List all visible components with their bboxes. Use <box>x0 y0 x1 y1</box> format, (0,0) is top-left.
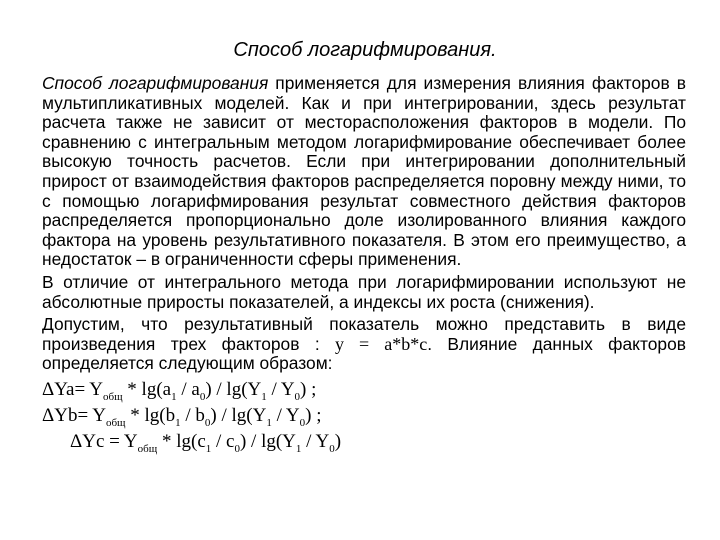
paragraph-3-text-end: . Влияние данных факторов определяется следующим образом: <box>42 333 686 374</box>
formula-factor-b: $\Delta Yb= Y_{общ} * \lg(b_1 / b_0) / \lg(Y_1 / Y_0)$ ; <box>42 404 322 429</box>
model-formula: y = a*b*c <box>335 333 428 354</box>
paragraph-method-description <box>42 74 686 270</box>
method-term: Способ логарифмирования <box>42 73 269 93</box>
paragraph-difference: В отличие от интегрального метода при логарифмировании используют не абсолютные приросты показателей, а индексы их роста (снижения). <box>42 271 686 312</box>
formula-factor-c: $\Delta Yc = Y_{общ} * \lg(c_1 / c_0) / \lg(Y_1 / Y_0)$ <box>70 430 342 455</box>
formula-factor-a: $\Delta Ya= Y_{общ} * \lg(a_1 / a_0) / \lg(Y_1 / Y_0)$ ; <box>42 378 317 403</box>
paragraph-assumption <box>42 315 686 374</box>
slide-title: Способ логарифмирования. <box>233 39 497 61</box>
paragraph-1-text: применяется для измерения влияния факторов в мультипликативных моделей. Как и при интегрировании, здесь результат расчета также не зависит от месторасположения факторов в модели. По сравнению с интегральным методом логарифмирование обеспечивает более высокую точность расчетов. Если при интегрировании дополнительный прирост от взаимодействия факторов распределяется поровну между ними, то с помощью логарифмирования результат совместного действия факторов распределяется пропорционально доле изолированного влияния каждого фактора на уровень результативного показателя. В этом его преимущество, а недостаток – в ограниченности сферы применения. <box>42 73 686 270</box>
body-text <box>42 74 686 455</box>
paragraph-3-text: Допустим, что результативный показатель можно представить в виде произведения трех факторов : <box>42 314 686 354</box>
